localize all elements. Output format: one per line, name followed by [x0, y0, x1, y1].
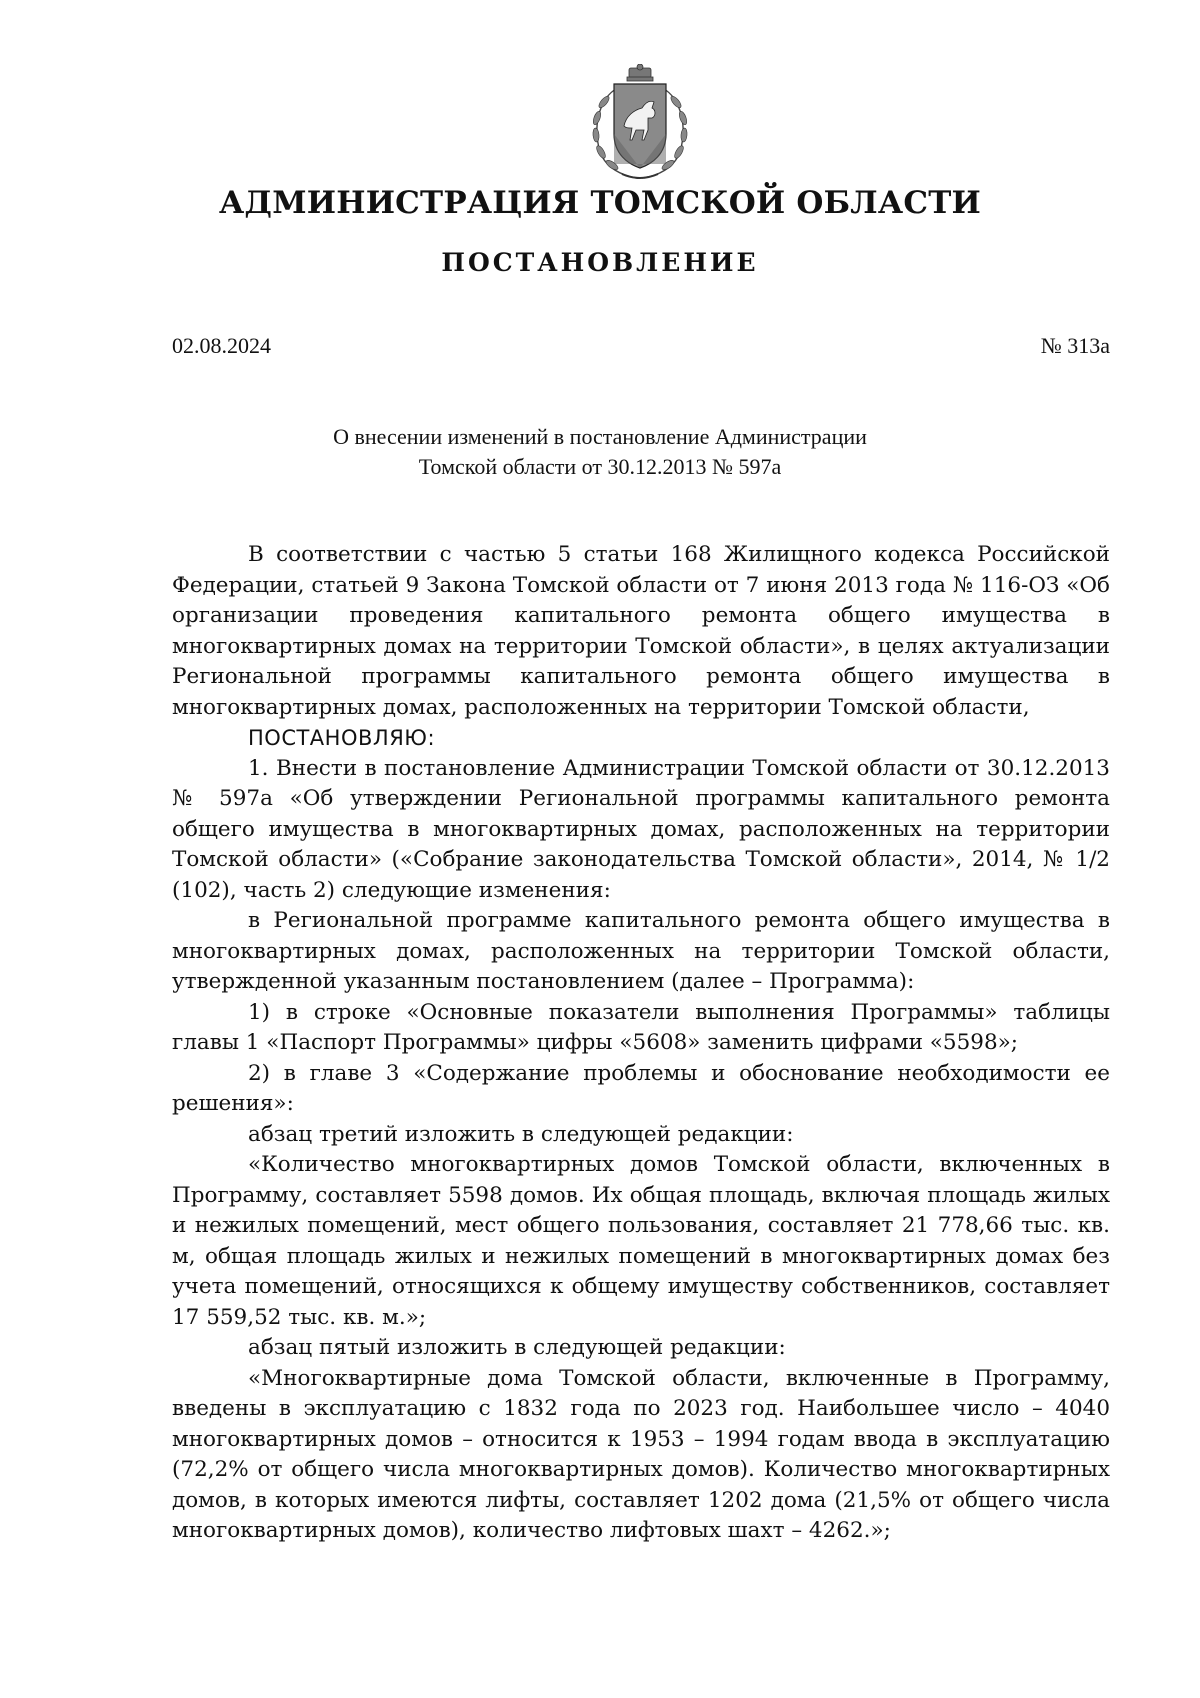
body-paragraph: «Количество многоквартирных домов Томской области, включенных в Программу, составляет 5598 домов. Их общая площадь, включая площадь жилых и нежилых помещений, мест общего пользования, составляет 21 778,66 тыс. кв. м, общая площадь жилых и нежилых помещений в многоквартирных домах без учета помещений, относящихся к общему имуществу собственников, составляет 17 559,52 тыс. кв. м.»; [172, 1152, 1110, 1330]
organization-title: АДМИНИСТРАЦИЯ ТОМСКОЙ ОБЛАСТИ [218, 185, 981, 221]
document-subject [0, 422, 1200, 482]
document-type: ПОСТАНОВЛЕНИЕ [441, 248, 759, 277]
decree-word: ПОСТАНОВЛЯЮ: [248, 726, 436, 750]
document-number: № 313а [1040, 333, 1110, 358]
coat-of-arms-icon [582, 64, 698, 184]
body-paragraph: абзац третий изложить в следующей редакции: [248, 1121, 794, 1147]
body-paragraph: в Региональной программе капитального ремонта общего имущества в многоквартирных домах, расположенных на территории Томской области, утвержденной указанным постановлением (далее – Программа): [172, 908, 1110, 994]
body-paragraph: 2) в главе 3 «Содержание проблемы и обоснование необходимости ее решения»: [172, 1060, 1110, 1116]
subject-line: Томской области от 30.12.2013 № 597а [418, 454, 782, 479]
body-paragraph: 1) в строке «Основные показатели выполнения Программы» таблицы главы 1 «Паспорт Программы» цифры «5608» заменить цифрами «5598»; [172, 999, 1110, 1055]
document-date: 02.08.2024 [172, 333, 271, 358]
body-paragraph: «Многоквартирные дома Томской области, включенные в Программу, введены в эксплуатацию с 1832 года по 2023 год. Наибольшее число – 4040 многоквартирных домов – относится к 1953 – 1994 годам ввода в эксплуатацию (72,2% от общего числа многоквартирных домов). Количество многоквартирных домов, в которых имеются лифты, составляет 1202 дома (21,5% от общего числа многоквартирных домов), количество лифтовых шахт – 4262.»; [172, 1365, 1110, 1543]
subject-line: О внесении изменений в постановление Администрации [333, 424, 867, 449]
body-paragraph: 1. Внести в постановление Администрации Томской области от 30.12.2013 № 597а «Об утверждении Региональной программы капитального ремонта общего имущества в многоквартирных домах, расположенных на территории Томской области» («Собрание законодательства Томской области», 2014, № 1/2 (102), часть 2) следующие изменения: [172, 755, 1110, 903]
document-body [172, 540, 1110, 1547]
body-paragraph: абзац пятый изложить в следующей редакции: [248, 1335, 786, 1360]
body-paragraph: В соответствии с частью 5 статьи 168 Жилищного кодекса Российской Федерации, статьей 9 Закона Томской области от 7 июня 2013 года № 116-ОЗ «Об организации проведения капитального ремонта общего имущества в многоквартирных домах на территории Томской области», в целях актуализации Региональной программы капитального ремонта общего имущества в многоквартирных домах, расположенных на территории Томской области, [172, 542, 1110, 720]
